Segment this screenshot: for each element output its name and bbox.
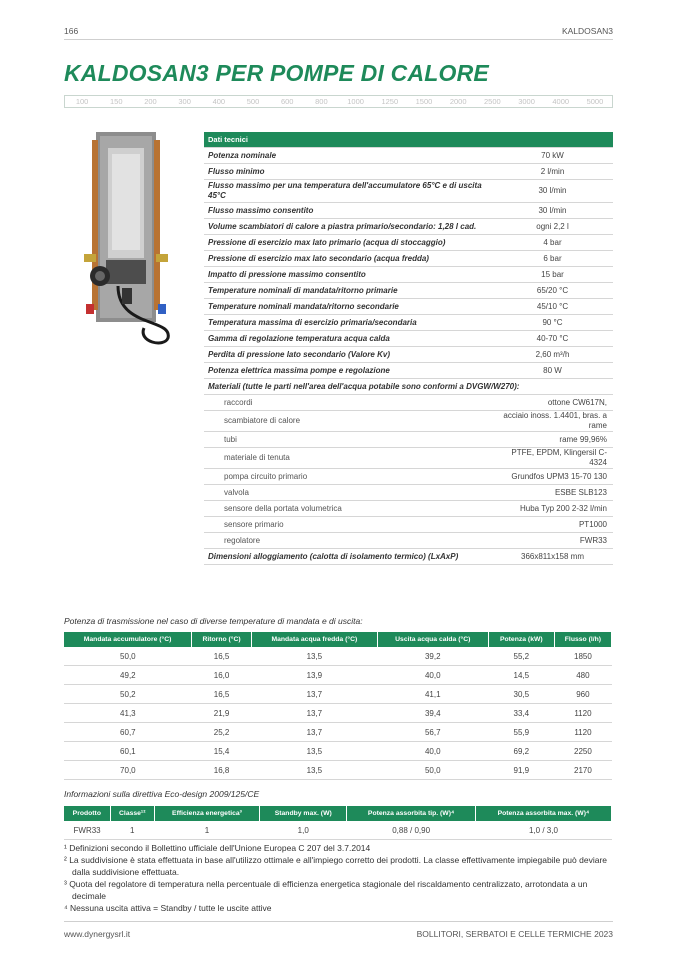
tech-row-value: 45/10 °C <box>492 299 613 315</box>
scale-tick: 3000 <box>518 97 535 106</box>
table-row <box>64 647 612 666</box>
table-cell: 1120 <box>554 704 611 723</box>
tech-row <box>204 267 613 283</box>
scale-tick: 1250 <box>381 97 399 106</box>
table-cell: 480 <box>554 666 611 685</box>
table-cell: 13,7 <box>251 685 377 704</box>
tech-row <box>204 315 613 331</box>
ecodesign-column-header: Potenza assorbita max. (W)⁴ <box>475 806 611 821</box>
material-label: raccordi <box>204 395 492 411</box>
scale-tick: 1000 <box>347 97 364 106</box>
table-cell: 16,8 <box>192 761 252 780</box>
ecodesign-column-header: Standby max. (W) <box>260 806 347 821</box>
material-label: tubi <box>204 432 492 448</box>
ecodesign-column-header: Prodotto <box>64 806 110 821</box>
table-cell: 14,5 <box>488 666 554 685</box>
table-cell: 16,0 <box>192 666 252 685</box>
table-cell: 1120 <box>554 723 611 742</box>
table-cell: 1850 <box>554 647 611 666</box>
tech-row <box>204 180 613 203</box>
table-cell: 960 <box>554 685 611 704</box>
material-label: materiale di tenuta <box>204 448 492 469</box>
material-label: pompa circuito primario <box>204 469 492 485</box>
page-title: KALDOSAN3 PER POMPE DI CALORE <box>64 60 489 86</box>
size-scale <box>64 95 613 108</box>
tech-row-value: 15 bar <box>492 267 613 283</box>
scale-tick: 300 <box>178 97 191 106</box>
tech-row <box>204 251 613 267</box>
technical-data-table <box>204 132 613 565</box>
tech-row <box>204 299 613 315</box>
material-label: scambiatore di calore <box>204 411 492 432</box>
footnote: ³ Quota del regolatore di temperatura nella percentuale di efficienza energetica stagionale del riscaldamento centralizzato, arrotondata a un decimale <box>64 879 588 901</box>
footnote: ⁴ Nessuna uscita attiva = Standby / tutte le uscite attive <box>64 903 272 913</box>
table-cell: 70,0 <box>64 761 192 780</box>
table-cell: 25,2 <box>192 723 252 742</box>
tech-table-header: Dati tecnici <box>204 132 613 148</box>
scale-tick: 600 <box>280 97 294 106</box>
tech-row-label: Pressione di esercizio max lato secondario (acqua fredda) <box>204 251 492 267</box>
ecodesign-caption: Informazioni sulla direttiva Eco-design 2009/125/CE <box>64 789 260 799</box>
table-cell: 49,2 <box>64 666 192 685</box>
transmission-column-header: Potenza (kW) <box>488 632 554 647</box>
material-row <box>204 469 613 485</box>
table-cell: FWR33 <box>64 821 110 840</box>
material-row <box>204 533 613 549</box>
table-cell: 13,7 <box>251 704 377 723</box>
tech-row-value: 30 l/min <box>492 203 613 219</box>
material-value: FWR33 <box>492 533 613 549</box>
tech-row-value: 2 l/min <box>492 164 613 180</box>
tech-row-value: 4 bar <box>492 235 613 251</box>
scale-tick: 1500 <box>415 97 433 106</box>
materials-row <box>204 379 613 395</box>
table-row <box>64 704 612 723</box>
material-value: rame 99,96% <box>492 432 613 448</box>
table-cell: 60,7 <box>64 723 192 742</box>
table-cell: 13,9 <box>251 666 377 685</box>
tech-row <box>204 164 613 180</box>
tech-row <box>204 203 613 219</box>
table-cell: 41,1 <box>377 685 488 704</box>
table-cell: 1 <box>154 821 259 840</box>
ecodesign-table <box>64 806 612 840</box>
tech-row-label: Temperature nominali mandata/ritorno secondarie <box>204 299 492 315</box>
material-label: regolatore <box>204 533 492 549</box>
tech-row-value: 40-70 °C <box>492 331 613 347</box>
material-row <box>204 411 613 432</box>
table-cell: 55,2 <box>488 647 554 666</box>
section-label: KALDOSAN3 <box>561 26 613 36</box>
table-cell: 41,3 <box>64 704 192 723</box>
ecodesign-column-header: Potenza assorbita tip. (W)⁴ <box>347 806 476 821</box>
tech-row-label: Volume scambiatori di calore a piastra primario/secondario: 1,28 l cad. <box>204 219 492 235</box>
material-row <box>204 501 613 517</box>
scale-tick: 5000 <box>586 97 604 106</box>
dimensions-row <box>204 549 613 565</box>
tech-row <box>204 148 613 164</box>
table-cell: 1 <box>110 821 154 840</box>
table-row <box>64 666 612 685</box>
tech-row-label: Temperatura massima di esercizio primaria/secondaria <box>204 315 492 331</box>
tech-row-label: Gamma di regolazione temperatura acqua calda <box>204 331 492 347</box>
footnote: ² La suddivisione è stata effettuata in base all'utilizzo ottimale e all'impiego corretto dei prodotti. La classe effettivamente impiegabile può deviare dalla suddivisione effettuata. <box>64 855 607 877</box>
materials-label: Materiali (tutte le parti nell'area dell'acqua potabile sono conformi a DVGW/W270): <box>204 379 613 395</box>
ecodesign-column-header: Efficienza energetica³ <box>154 806 259 821</box>
tech-row-label: Flusso minimo <box>204 164 492 180</box>
transmission-caption: Potenza di trasmissione nel caso di diverse temperature di mandata e di uscita: <box>64 616 363 626</box>
table-cell: 0,88 / 0,90 <box>347 821 476 840</box>
footnotes <box>64 842 616 914</box>
scale-tick: 2500 <box>484 97 501 106</box>
tech-row-value: 70 kW <box>492 148 613 164</box>
tech-row-value: 90 °C <box>492 315 613 331</box>
material-label: valvola <box>204 485 492 501</box>
tech-row-label: Pressione di esercizio max lato primario (acqua di stoccaggio) <box>204 235 492 251</box>
scale-tick: 4000 <box>552 97 570 106</box>
table-row <box>64 761 612 780</box>
table-cell: 69,2 <box>488 742 554 761</box>
footer-catalog-title: BOLLITORI, SERBATOI E CELLE TERMICHE 2023 <box>416 929 613 939</box>
table-row <box>64 821 612 840</box>
table-cell: 33,4 <box>488 704 554 723</box>
scale-tick: 2000 <box>449 97 467 106</box>
tech-row-value: 65/20 °C <box>492 283 613 299</box>
table-cell: 30,5 <box>488 685 554 704</box>
tech-row <box>204 363 613 379</box>
tech-row-value: 80 W <box>492 363 613 379</box>
header-divider <box>64 39 613 40</box>
tech-row <box>204 219 613 235</box>
table-cell: 40,0 <box>377 742 488 761</box>
tech-row <box>204 235 613 251</box>
product-image <box>78 128 190 350</box>
tech-row-value: 2,60 m³/h <box>492 347 613 363</box>
table-row <box>64 685 612 704</box>
table-cell: 50,2 <box>64 685 192 704</box>
material-label: sensore della portata volumetrica <box>204 501 492 517</box>
table-cell: 39,4 <box>377 704 488 723</box>
tech-row <box>204 283 613 299</box>
table-cell: 1,0 / 3,0 <box>475 821 611 840</box>
table-cell: 21,9 <box>192 704 252 723</box>
transmission-column-header: Uscita acqua calda (°C) <box>377 632 488 647</box>
material-row <box>204 517 613 533</box>
table-cell: 2170 <box>554 761 611 780</box>
table-cell: 13,5 <box>251 647 377 666</box>
tech-row-label: Flusso massimo per una temperatura dell'accumulatore 65°C e di uscita 45°C <box>204 180 492 203</box>
table-cell: 50,0 <box>64 647 192 666</box>
tech-row-label: Impatto di pressione massimo consentito <box>204 267 492 283</box>
scale-tick: 200 <box>144 97 157 106</box>
table-cell: 13,5 <box>251 761 377 780</box>
material-row <box>204 448 613 469</box>
scale-tick: 500 <box>246 97 260 106</box>
tech-row-value: 30 l/min <box>492 180 613 203</box>
transmission-column-header: Mandata acqua fredda (°C) <box>251 632 377 647</box>
tech-row-label: Flusso massimo consentito <box>204 203 492 219</box>
dimensions-label: Dimensioni alloggiamento (calotta di isolamento termico) (LxAxP) <box>204 549 492 565</box>
table-cell: 60,1 <box>64 742 192 761</box>
dimensions-value: 366x811x158 mm <box>492 549 613 565</box>
table-cell: 1,0 <box>260 821 347 840</box>
tech-row-label: Potenza nominale <box>204 148 492 164</box>
transmission-table <box>64 632 612 780</box>
table-cell: 39,2 <box>377 647 488 666</box>
transmission-column-header: Mandata accumulatore (°C) <box>64 632 192 647</box>
table-cell: 13,5 <box>251 742 377 761</box>
scale-tick: 400 <box>212 97 226 106</box>
material-value: ESBE SLB123 <box>492 485 613 501</box>
tech-row <box>204 331 613 347</box>
website-link[interactable]: www.dynergysrl.it <box>64 929 131 939</box>
material-label: sensore primario <box>204 517 492 533</box>
table-cell: 13,7 <box>251 723 377 742</box>
tech-row-value: ogni 2,2 l <box>492 219 613 235</box>
table-cell: 56,7 <box>377 723 488 742</box>
table-cell: 91,9 <box>488 761 554 780</box>
page-number: 166 <box>64 26 79 36</box>
table-row <box>64 742 612 761</box>
tech-row <box>204 347 613 363</box>
tech-row-label: Potenza elettrica massima pompe e regolazione <box>204 363 492 379</box>
table-cell: 40,0 <box>377 666 488 685</box>
table-cell: 50,0 <box>377 761 488 780</box>
material-value: acciaio inoss. 1.4401, bras. a rame <box>492 411 613 432</box>
material-value: PT1000 <box>492 517 613 533</box>
transmission-column-header: Ritorno (°C) <box>192 632 252 647</box>
material-value: Huba Typ 200 2-32 l/min <box>492 501 613 517</box>
material-row <box>204 395 613 411</box>
table-cell: 16,5 <box>192 647 252 666</box>
material-row <box>204 485 613 501</box>
scale-tick: 100 <box>75 97 89 106</box>
material-value: PTFE, EPDM, Klingersil C-4324 <box>492 448 613 469</box>
footnote: ¹ Definizioni secondo il Bollettino ufficiale dell'Unione Europea C 207 del 3.7.2014 <box>64 843 371 853</box>
scale-tick: 800 <box>315 97 328 106</box>
tech-row-label: Temperature nominali di mandata/ritorno primarie <box>204 283 492 299</box>
scale-tick: 150 <box>110 97 123 106</box>
transmission-column-header: Flusso (l/h) <box>554 632 611 647</box>
tech-row-label: Perdita di pressione lato secondario (Valore Kv) <box>204 347 492 363</box>
table-cell: 15,4 <box>192 742 252 761</box>
table-row <box>64 723 612 742</box>
material-row <box>204 432 613 448</box>
ecodesign-column-header: Classe¹² <box>110 806 154 821</box>
material-value: ottone CW617N, <box>492 395 613 411</box>
table-cell: 2250 <box>554 742 611 761</box>
table-cell: 16,5 <box>192 685 252 704</box>
material-value: Grundfos UPM3 15-70 130 <box>492 469 613 485</box>
tech-row-value: 6 bar <box>492 251 613 267</box>
footer-divider <box>64 921 613 922</box>
table-cell: 55,9 <box>488 723 554 742</box>
